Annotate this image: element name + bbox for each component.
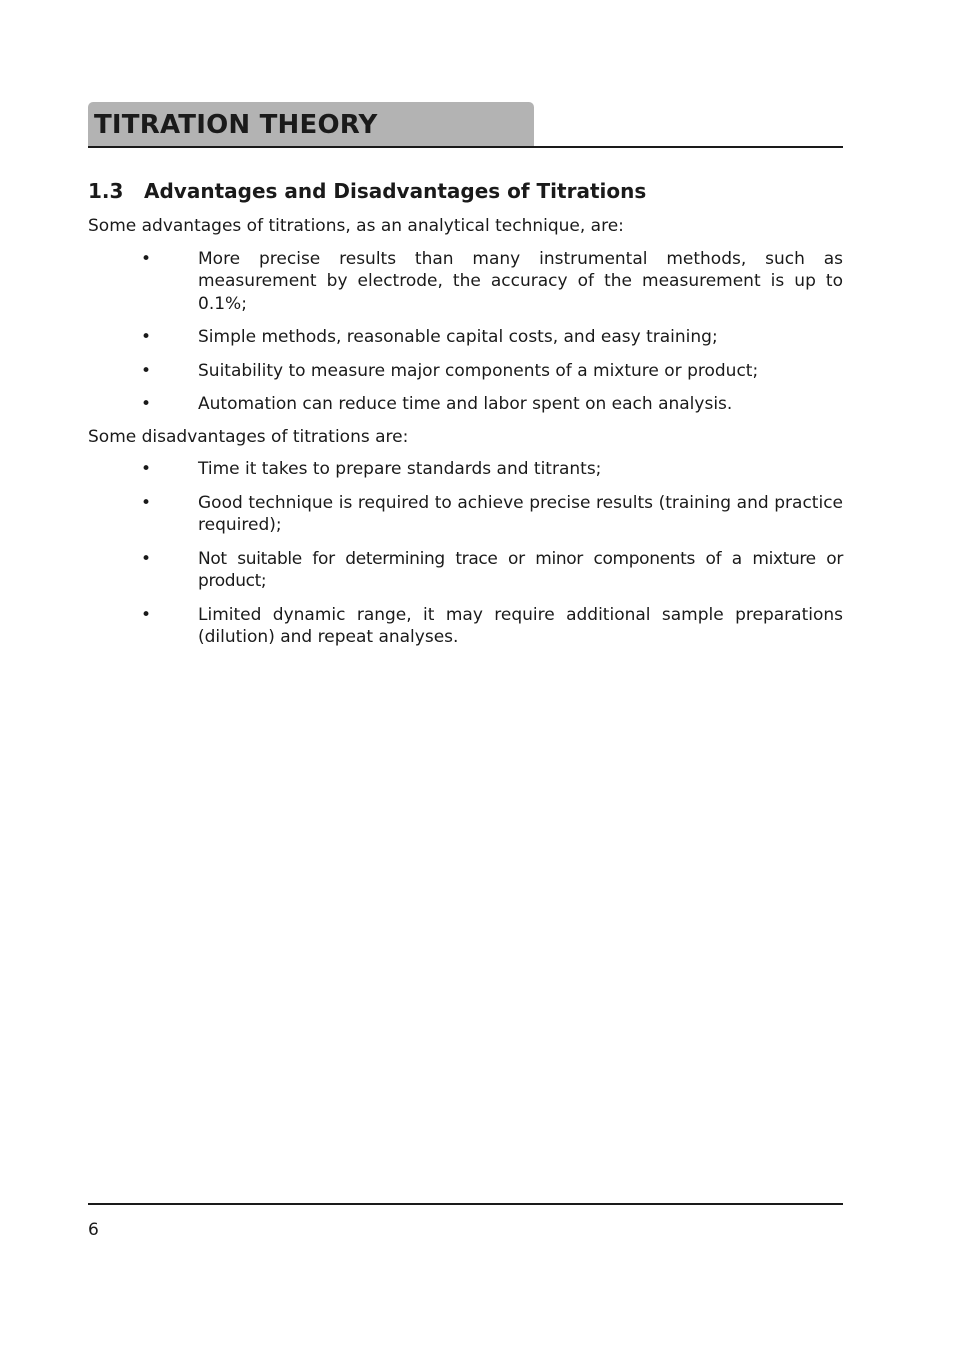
page-content [88, 215, 843, 659]
disadvantage-item [88, 604, 843, 649]
bullet-icon: • [141, 492, 152, 513]
disadvantages-list [88, 458, 843, 649]
advantage-text: Simple methods, reasonable capital costs, and easy training; [198, 327, 718, 347]
disadvantage-text: Not suitable for determining trace or minor components of a mixture or product; [198, 548, 843, 591]
page-number: 6 [88, 1220, 99, 1240]
advantage-item [88, 326, 843, 349]
bullet-icon: • [141, 360, 152, 381]
bullet-icon: • [141, 248, 152, 269]
bullet-icon: • [141, 327, 152, 347]
section-number: 1.3 [88, 179, 124, 203]
bullet-icon: • [141, 459, 152, 479]
advantage-item [88, 393, 843, 416]
disadvantages-intro: Some disadvantages of titrations are: [88, 426, 409, 447]
chapter-header-band [88, 102, 534, 146]
chapter-title: TITRATION THEORY [94, 110, 378, 140]
disadvantage-text: Time it takes to prepare standards and titrants; [198, 459, 602, 479]
advantage-text: More precise results than many instrumental methods, such as measurement by electrode, the accuracy of the measurement is up to 0.1%; [198, 248, 843, 314]
bullet-icon: • [141, 394, 152, 414]
advantages-list [88, 248, 843, 416]
advantage-text: Suitability to measure major components of a mixture or product; [198, 360, 759, 381]
disadvantage-item [88, 548, 843, 593]
disadvantage-text: Good technique is required to achieve precise results (training and practice required); [198, 492, 843, 535]
section-heading [88, 178, 646, 204]
header-divider [88, 146, 843, 148]
disadvantage-item [88, 492, 843, 537]
disadvantage-text: Limited dynamic range, it may require additional sample preparations (dilution) and repeat analyses. [198, 604, 843, 647]
advantage-item [88, 248, 843, 316]
bullet-icon: • [141, 548, 151, 569]
advantages-intro: Some advantages of titrations, as an analytical technique, are: [88, 216, 624, 236]
section-title: Advantages and Disadvantages of Titrations [144, 179, 647, 203]
disadvantage-item [88, 458, 843, 481]
advantage-item [88, 360, 843, 383]
footer-divider [88, 1203, 843, 1205]
bullet-icon: • [141, 604, 152, 625]
advantage-text: Automation can reduce time and labor spent on each analysis. [198, 394, 733, 414]
